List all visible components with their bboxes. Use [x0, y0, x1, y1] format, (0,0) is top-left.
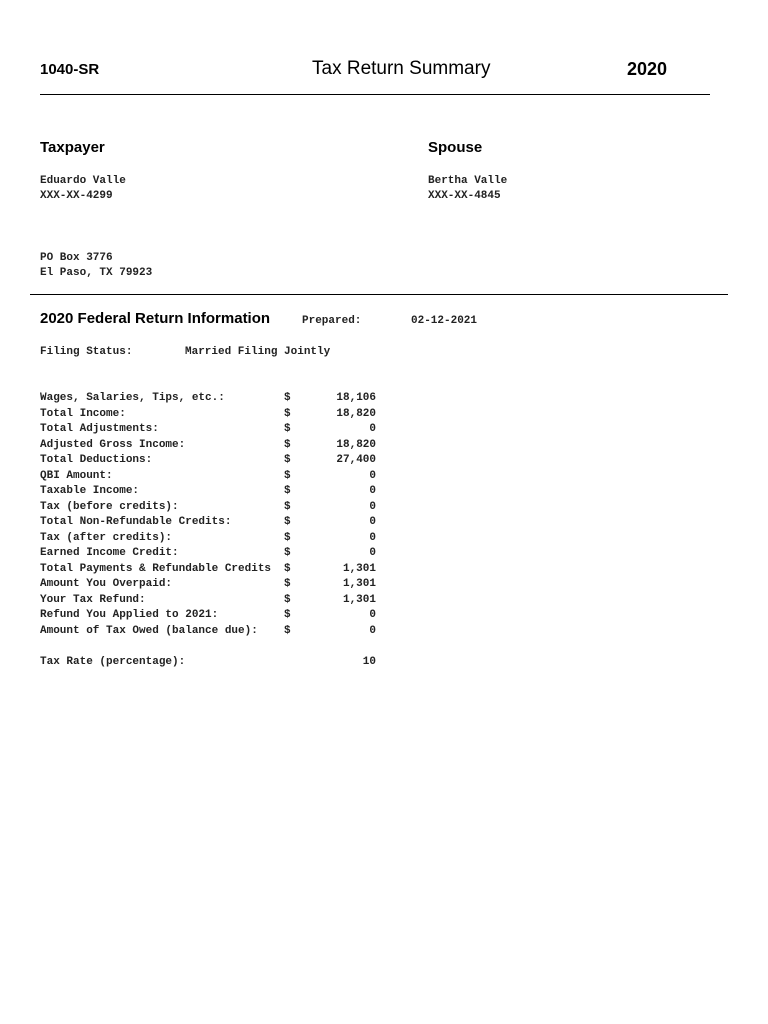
currency-symbol: $: [284, 593, 291, 606]
return-line-label: Wages, Salaries, Tips, etc.:: [40, 392, 225, 404]
taxpayer-heading: Taxpayer: [40, 139, 105, 156]
currency-symbol: $: [284, 392, 291, 404]
tax-rate-value: 10: [362, 656, 376, 668]
return-line-value: 1,301: [342, 578, 376, 590]
return-line-value: 18,820: [336, 438, 376, 451]
spouse-heading: Spouse: [428, 139, 483, 156]
currency-symbol: $: [284, 485, 291, 497]
return-line-value: 1,301: [342, 593, 376, 606]
currency-symbol: $: [284, 531, 291, 544]
filing-status-label: Filing Status:: [40, 346, 133, 358]
return-line-label: Total Income:: [40, 407, 126, 420]
return-line-label: Amount of Tax Owed (balance due):: [40, 624, 258, 637]
return-line-label: Refund You Applied to 2021:: [40, 609, 219, 621]
address-line1: PO Box 3776: [40, 252, 113, 264]
return-line-row: [40, 577, 380, 593]
tax-rate-label: Tax Rate (percentage):: [40, 656, 186, 668]
currency-symbol: $: [284, 516, 291, 528]
return-line-label: Adjusted Gross Income:: [40, 438, 186, 451]
return-line-row: [40, 500, 380, 516]
currency-symbol: $: [284, 423, 291, 435]
federal-heading: 2020 Federal Return Information: [40, 310, 271, 327]
return-line-row: [40, 531, 380, 547]
return-line-row: [40, 422, 380, 438]
return-line-row: [40, 624, 380, 640]
return-line-value: 18,106: [336, 392, 376, 404]
return-line-value: 27,400: [336, 454, 376, 466]
return-line-label: Earned Income Credit:: [40, 547, 179, 559]
page-title: Tax Return Summary: [312, 58, 491, 79]
currency-symbol: $: [284, 578, 291, 590]
return-line-label: Total Payments & Refundable Credits: [40, 562, 272, 575]
prepared-label: Prepared:: [302, 315, 362, 327]
return-line-row: [40, 438, 380, 454]
currency-symbol: $: [284, 407, 291, 420]
return-line-value: 0: [369, 485, 376, 497]
section-divider: [30, 294, 728, 295]
return-line-label: Tax (after credits):: [40, 531, 173, 544]
return-line-value: 18,820: [336, 407, 376, 420]
return-line-label: Your Tax Refund:: [40, 593, 146, 606]
currency-symbol: $: [284, 454, 291, 466]
return-line-row: [40, 391, 380, 407]
return-line-label: Total Adjustments:: [40, 423, 159, 435]
currency-symbol: $: [284, 438, 291, 451]
currency-symbol: $: [284, 562, 291, 575]
currency-symbol: $: [284, 624, 291, 637]
header-divider: [40, 94, 710, 95]
return-line-label: QBI Amount:: [40, 469, 113, 482]
return-line-value: 0: [369, 516, 376, 528]
spouse-name: Bertha Valle: [428, 175, 508, 187]
return-line-value: 0: [369, 500, 376, 513]
currency-symbol: $: [284, 547, 291, 559]
return-line-row: [40, 515, 380, 531]
return-line-value: 0: [369, 469, 376, 482]
filing-status-value: Married Filing Jointly: [185, 346, 331, 358]
form-number: 1040-SR: [40, 61, 100, 78]
return-line-row: [40, 484, 380, 500]
return-line-row: [40, 608, 380, 624]
return-line-label: Tax (before credits):: [40, 500, 179, 513]
return-line-row: [40, 593, 380, 609]
return-line-label: Total Non-Refundable Credits:: [40, 516, 232, 528]
return-line-row: [40, 407, 380, 423]
prepared-date: 02-12-2021: [411, 315, 478, 327]
return-line-row: [40, 562, 380, 578]
address-line2: El Paso, TX 79923: [40, 267, 153, 279]
spouse-ssn: XXX-XX-4845: [428, 190, 501, 202]
return-line-row: [40, 469, 380, 485]
return-line-row: [40, 546, 380, 562]
return-line-value: 0: [369, 531, 376, 544]
currency-symbol: $: [284, 500, 291, 513]
taxpayer-ssn: XXX-XX-4299: [40, 190, 113, 202]
taxpayer-name: Eduardo Valle: [40, 175, 126, 187]
return-line-label: Amount You Overpaid:: [40, 578, 173, 590]
return-line-value: 0: [369, 547, 376, 559]
currency-symbol: $: [284, 469, 291, 482]
return-line-value: 0: [369, 609, 376, 621]
tax-year: 2020: [627, 59, 668, 79]
currency-symbol: $: [284, 609, 291, 621]
return-line-label: Total Deductions:: [40, 454, 153, 466]
return-line-value: 1,301: [342, 562, 376, 575]
return-line-value: 0: [369, 423, 376, 435]
return-line-value: 0: [369, 624, 376, 637]
return-line-row: [40, 453, 380, 469]
return-line-label: Taxable Income:: [40, 485, 140, 497]
